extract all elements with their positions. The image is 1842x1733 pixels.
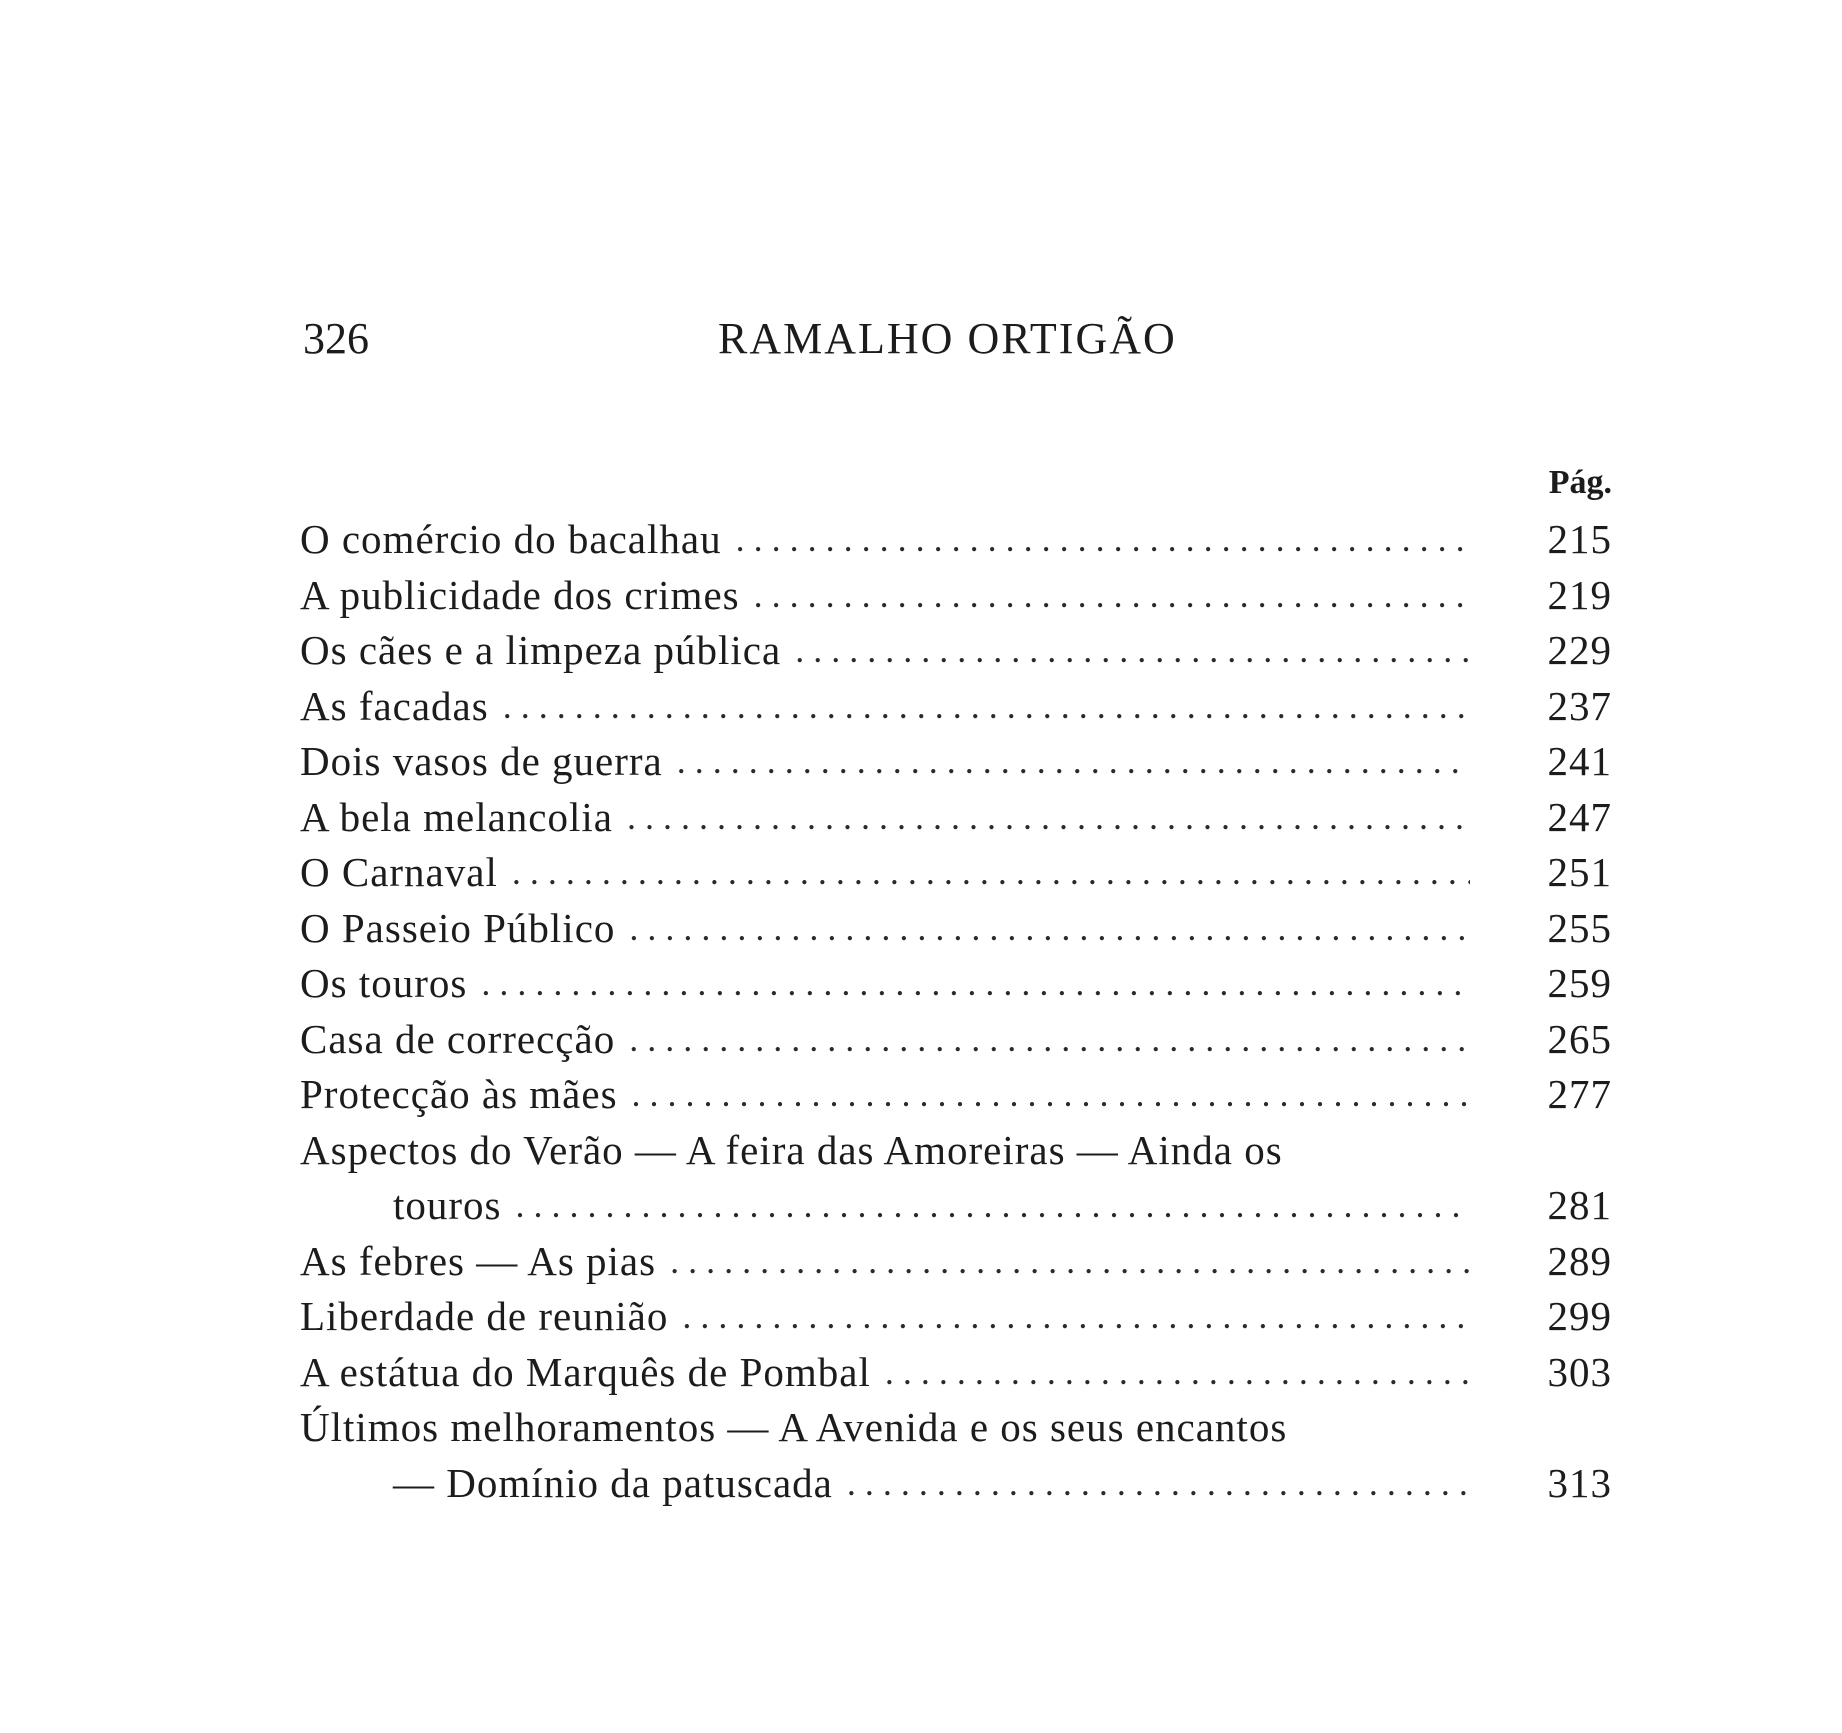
toc-entry-title: Aspectos do Verão — A feira das Amoreiras — Ainda os [300,1126,1283,1173]
toc-entry-page: 215 [1547,516,1612,562]
toc-entry-title: O comércio do bacalhau [300,516,722,562]
toc-entry-page: 299 [1547,1293,1612,1339]
toc-entry-page: 259 [1547,960,1612,1006]
toc-entry-title-continuation: touros [393,1182,502,1228]
toc-entry-page: 313 [1547,1459,1612,1506]
toc-entry-title: Liberdade de reunião [300,1293,669,1339]
toc-entry-page: 281 [1547,1182,1612,1228]
running-head [303,314,1613,364]
toc-entry [300,1234,1612,1290]
leader-dots [833,1456,1470,1512]
leader-dots [722,512,1470,568]
toc-entry-title: Os cães e a limpeza pública [300,627,782,673]
toc-entry-page: 219 [1547,571,1612,618]
leader-dots [740,568,1470,624]
toc-entry [300,845,1612,901]
toc-entry [300,679,1612,735]
leader-dots [615,1012,1470,1068]
leader-dots [663,734,1470,790]
toc-entry-title: Os touros [300,960,468,1006]
toc-entry-page: 289 [1547,1237,1612,1284]
toc-entry [300,734,1612,790]
toc-entry [300,1289,1612,1345]
toc-entry [300,512,1612,568]
leader-dots [498,845,1470,901]
toc-entry-page: 255 [1547,904,1612,951]
toc-entry-page: 277 [1547,1071,1612,1117]
toc-entry-title: Dois vasos de guerra [300,738,663,784]
toc-entry-continuation [300,1178,1612,1234]
toc-entry-title: O Passeio Público [300,904,616,951]
leader-dots [781,623,1470,679]
toc-entry-title: As facadas [300,682,489,729]
leader-dots [871,1345,1470,1401]
toc-entry-title: O Carnaval [300,849,498,895]
toc-entry-first-line [300,1123,1612,1179]
toc-entry-title: A publicidade dos crimes [300,571,740,618]
page-column-label: Pág. [1548,464,1612,501]
toc-entry-page: 251 [1547,849,1612,895]
book-author-title: RAMALHO ORTIGÃO [718,314,1177,363]
toc-entry-title: As febres — As pias [300,1237,657,1284]
leader-dots [502,1178,1471,1234]
leader-dots [489,679,1470,735]
leader-dots [467,956,1470,1012]
toc-entry-page: 237 [1547,682,1612,729]
page-number: 326 [303,314,369,363]
table-of-contents [300,512,1612,1511]
toc-entry-title-continuation: — Domínio da patuscada [393,1459,833,1506]
toc-entry [300,568,1612,624]
leader-dots [656,1234,1470,1290]
toc-entry-title: Protecção às mães [300,1071,618,1117]
toc-entry-page: 247 [1547,793,1612,840]
toc-entry-page: 229 [1547,627,1612,673]
toc-entry [300,1067,1612,1123]
toc-entry-page: 265 [1547,1015,1612,1062]
toc-entry-title: Últimos melhoramentos — A Avenida e os seus encantos [300,1404,1288,1450]
leader-dots [615,901,1470,957]
toc-entry [300,623,1612,679]
toc-entry [300,901,1612,957]
leader-dots [613,790,1470,846]
toc-entry-title: A estátua do Marquês de Pombal [300,1348,871,1395]
toc-entry [300,790,1612,846]
leader-dots [618,1067,1470,1123]
toc-entry-page: 241 [1547,738,1612,784]
toc-entry [300,956,1612,1012]
toc-entry-title: Casa de correcção [300,1015,616,1062]
toc-entry-title: A bela melancolia [300,793,613,840]
leader-dots [668,1289,1470,1345]
toc-entry-page: 303 [1547,1348,1612,1395]
toc-entry-continuation [300,1456,1612,1512]
toc-entry [300,1345,1612,1401]
toc-entry-first-line [300,1400,1612,1456]
toc-entry [300,1012,1612,1068]
